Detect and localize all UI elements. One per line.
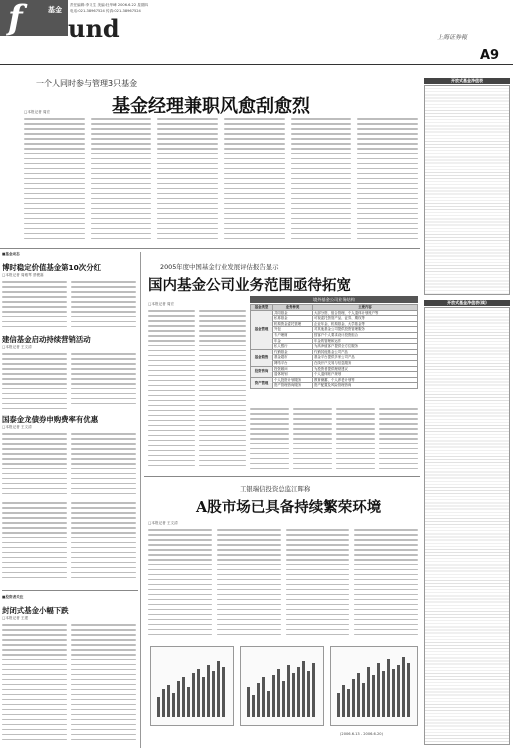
bottom-kicker: 工银瑞信投资总监江晖称: [240, 485, 311, 493]
section-tag: ■基金动态: [2, 252, 20, 256]
scope-content-cell: 对其他基金公司提供投资管理服务: [313, 327, 418, 333]
scope-col-content: 主要内容: [313, 305, 418, 311]
feature-kicker: 2005年度中国基金行业发展评估报告显示: [160, 263, 279, 271]
brand-letter: f: [8, 0, 23, 38]
page-number: A9: [480, 48, 500, 63]
scope-kind-cell: 代销基金: [273, 349, 313, 355]
top-byline: □本报记者 周宏: [24, 110, 51, 114]
brief-1-body: [2, 281, 136, 331]
scope-content-cell: 资产配置及风险管理咨询: [313, 383, 418, 389]
left-bottom-title: 封闭式基金小幅下跌: [2, 606, 69, 615]
brief-1-byline: □本报记者 周雅琴 蔡俊嘉: [2, 273, 44, 277]
fund-table-title: 开放式基金净值表: [424, 78, 510, 84]
scope-content-cell: 大部分资、组合管理、个人退休计划账户等: [313, 310, 418, 316]
scope-content-cell: 年金的管理和运作: [313, 338, 418, 344]
scope-content-cell: 可视委托资管产品、证券、期权等: [313, 316, 418, 322]
section-label: 基金: [48, 6, 62, 14]
bottom-headline: A股市场已具备持续繁荣环境: [196, 499, 382, 516]
brief-1-title: 博时稳定价值基金第10次分红: [2, 263, 101, 272]
feature-body-left: [148, 310, 246, 470]
scope-kind-cell: 机构资金委托管理: [273, 321, 313, 327]
feature-byline: □本报记者 周宏: [148, 302, 175, 306]
scope-table-title: 境外基金公司业务结构: [250, 296, 418, 303]
brief-2-byline: □本报记者 王文清: [2, 345, 32, 349]
scope-kind-cell: 私人银行: [273, 344, 313, 350]
feature-body-lower: [250, 408, 418, 472]
scope-kind-cell: 年金: [273, 338, 313, 344]
scope-group-name: 投资咨询: [251, 366, 273, 377]
feature-headline: 国内基金公司业务范围亟待拓宽: [148, 277, 351, 294]
fund-table-title-2: 开放式基金净值表(续): [424, 300, 510, 306]
scope-kind-cell: 共同基金: [273, 310, 313, 316]
scope-group-name: 基金管理: [251, 310, 273, 349]
left-bottom-section: ■投资者关注: [2, 595, 24, 599]
scope-content-cell: 基金平台提供多家公司产品: [313, 355, 418, 361]
scope-kind-cell: 个人投资计划服务: [273, 377, 313, 383]
fund-table-grid-2: [424, 307, 510, 745]
scope-kind-cell: 投资顾问: [273, 366, 313, 372]
left-bottom-byline: □本报记者 王建: [2, 616, 29, 620]
bottom-byline: □本报记者 王文清: [148, 521, 178, 525]
chart-caption: (2006.6.13 - 2006.6.20): [340, 732, 383, 736]
scope-content-cell: 在线开户交易与信息服务: [313, 360, 418, 366]
scope-row: [251, 383, 418, 389]
scope-col-kind: 业务种类: [273, 305, 313, 311]
brief-3-title: 国泰金龙债券申购费率有优惠: [2, 415, 99, 424]
brand-word: und: [68, 14, 120, 43]
top-kicker: 一个人同时参与管理3只基金: [36, 79, 138, 88]
scope-kind-cell: 网络平台: [273, 360, 313, 366]
bottom-story-body: [148, 529, 418, 641]
brief-3-body: [2, 433, 136, 499]
scope-content-cell: 为高净值客户提供全方位服务: [313, 344, 418, 350]
scope-content-cell: 为投资者提供理财建议: [313, 366, 418, 372]
scope-content-cell: 按客户个人要求设计投资组合: [313, 332, 418, 338]
paper-name: 上海证券報: [437, 34, 468, 41]
mini-chart-1: [150, 646, 234, 726]
brief-2-body: [2, 353, 136, 411]
scope-group-name: 基金销售: [251, 349, 273, 366]
mini-chart-3: [330, 646, 418, 726]
scope-kind-cell: 专户理财: [273, 332, 313, 338]
fund-table-grid: [424, 85, 510, 295]
scope-kind-cell: 私募基金: [273, 316, 313, 322]
left-bottom-body: [2, 624, 136, 746]
scope-content-cell: 个人退休账户规划: [313, 372, 418, 378]
scope-col-type: 基金类型: [251, 305, 273, 311]
header-rule: [0, 64, 513, 65]
contact-meta: 电话:021-38967524 传真:021-38967524: [70, 9, 141, 13]
brief-3-byline: □本报记者 王文清: [2, 425, 32, 429]
scope-kind-cell: 退休规划: [273, 372, 313, 378]
scope-table: [250, 304, 418, 389]
editor-meta: 责任编辑:李义生 美编:杜华峰 2006.6.22 星期四: [70, 3, 149, 7]
scope-group-name: 资产管理: [251, 377, 273, 388]
scope-kind-cell: 基金超市: [273, 355, 313, 361]
top-story-body: [24, 118, 418, 244]
scope-kind-cell: 外包: [273, 327, 313, 333]
brief-2-title: 建信基金启动持续营销活动: [2, 335, 91, 344]
scope-kind-cell: 资产管理咨询服务: [273, 383, 313, 389]
left-column-rule: [140, 252, 141, 748]
scope-content-cell: 企业年金、机构基金、大学基金等: [313, 321, 418, 327]
feature-rule: [144, 476, 420, 477]
left-mid-body: [2, 502, 136, 586]
left-bottom-rule: [2, 590, 138, 591]
top-story-rule: [0, 248, 420, 249]
scope-content-cell: 教育储蓄、个人养老计划等: [313, 377, 418, 383]
top-headline: 基金经理兼职风愈刮愈烈: [112, 96, 310, 117]
mini-chart-2: [240, 646, 324, 726]
scope-content-cell: 代销其他基金公司产品: [313, 349, 418, 355]
